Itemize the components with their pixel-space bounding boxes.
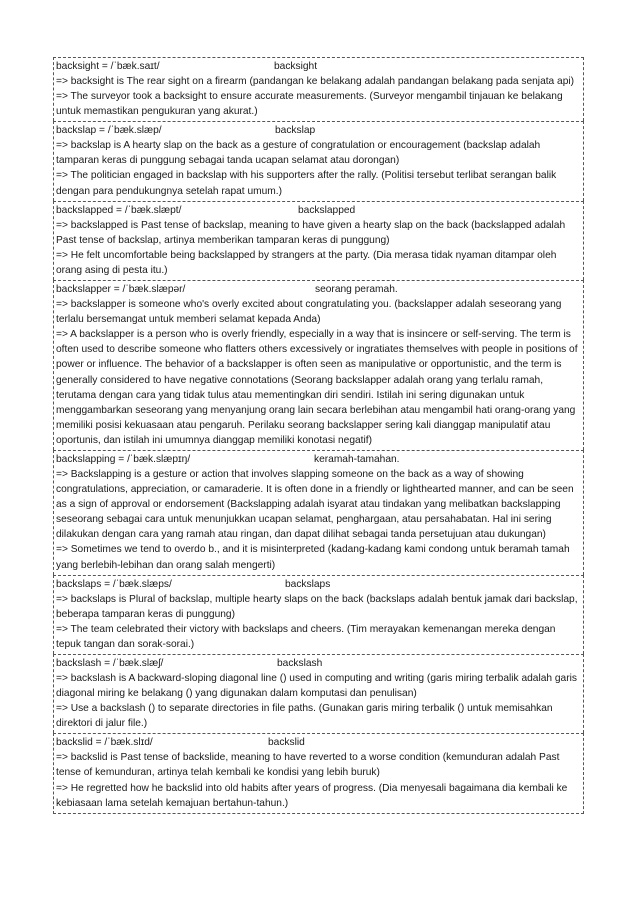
definition-line: => Backslapping is a gesture or action that involves slapping someone on the back as a way of showing congratulations, appreciation, or camaraderie. It is often done in a friendly or lighthearted manner, and can be seen as a sign of approval or endorsement (Backslapping adalah isyarat atau tindakan yang melibatkan backslapping seseorang sebagai cara untuk menunjukkan ucapan selamat, penghargaan, atau persahabatan. Hal ini sering dilakukan dengan cara yang ramah atau ringan, dan dapat dilihat sebagai tanda persetujuan atau dukungan) (56, 468, 574, 541)
headword-ipa: backslapping = /ˈbæk.slæpɪŋ/ (56, 453, 191, 465)
headword-ipa: backsight = /ˈbæk.saɪt/ (56, 61, 160, 72)
entry-backslap (53, 121, 584, 200)
definition-line: => backslapped is Past tense of backslap, meaning to have given a hearty slap on the back (backslapped adalah Past tense of backslap, artinya memberikan tamparan keras di punggung) (56, 219, 566, 246)
headword-gloss: backslap (275, 125, 316, 137)
definition-line: => backslap is A hearty slap on the back as a gesture of congratulation or encouragement (backslap adalah tamparan keras di punggung sebagai tanda ucapan selamat atau dorongan) (56, 140, 541, 167)
example-line: => The team celebrated their victory with backslaps and cheers. (Tim merayakan kemenangan mereka dengan tepuk tangan dan sorak-sorai.) (56, 623, 556, 650)
entry-backslapper (53, 280, 584, 450)
headword-gloss: keramah-tamahan. (314, 453, 400, 465)
headword-ipa: backslap = /ˈbæk.slæp/ (56, 125, 162, 137)
entry-header (56, 282, 581, 297)
dictionary-page (53, 57, 584, 814)
example-line: => Use a backslash () to separate directories in file paths. (Gunakan garis miring terbalik () untuk memisahkan direktori di jalur file.) (56, 703, 553, 730)
headword-ipa: backslapper = /ˈbæk.slæpər/ (56, 284, 186, 296)
entry-header (56, 123, 581, 138)
definition-line: => backslid is Past tense of backslide, meaning to have reverted to a worse condition (kemunduran adalah Past tense of kemunduran, artinya telah kembali ke kondisi yang lebih buruk) (56, 752, 560, 779)
headword-gloss: backslash (277, 658, 323, 669)
headword-ipa: backslid = /ˈbæk.slɪd/ (56, 737, 153, 749)
entry-header (56, 203, 581, 218)
headword-ipa: backslaps = /ˈbæk.slæps/ (56, 578, 172, 590)
headword-gloss: backsight (274, 61, 318, 72)
entry-backsight (53, 57, 584, 121)
entry-backslid (53, 733, 584, 813)
definition-line: => backslash is A backward-sloping diagonal line () used in computing and writing (garis miring terbalik adalah garis diagonal miring ke belakang () yang digunakan dalam komputasi dan penulisan) (56, 673, 577, 700)
definition-line: => backslapper is someone who's overly excited about congratulating you. (backslapper adalah seseorang yang terlalu bersemangat untuk memberi selamat kepada Anda) (56, 299, 562, 326)
entry-backslapped (53, 201, 584, 280)
entry-header (56, 452, 581, 467)
headword-gloss: backslid (268, 737, 305, 749)
explanation-line: => A backslapper is a person who is overly friendly, especially in a way that is insincere or self-serving. The term is often used to describe someone who flatters others excessively or ingratiates themselves with people in positions of power or influence. The behavior of a backslapper is often seen as manipulative or opportunistic, and the term is generally considered to have negative connotations (Seorang backslapper adalah orang yang terlalu ramah, terutama dengan cara yang tidak tulus atau mementingkan diri sendiri. Istilah ini sering digunakan untuk menggambarkan seseorang yang menyanjung orang lain secara berlebihan atau mengambil hati orang-orang yang memiliki posisi kekuasaan atau pengaruh. Perilaku seorang backslapper sering kali dianggap manipulatif atau oportunis, dan istilah ini umumnya dianggap memiliki konotasi negatif) (56, 329, 578, 446)
example-line: => The surveyor took a backsight to ensure accurate measurements. (Surveyor mengambil tinjauan ke belakang untuk memastikan pengukuran yang akurat.) (56, 91, 563, 118)
definition-line: => backsight is The rear sight on a firearm (pandangan ke belakang adalah pandangan belakang pada senjata api) (56, 76, 575, 87)
headword-gloss: backslapped (298, 204, 356, 216)
headword-ipa: backslash = /ˈbæk.slæʃ/ (56, 658, 164, 669)
entry-backslaps (53, 575, 584, 654)
definition-line: => backslaps is Plural of backslap, multiple hearty slaps on the back (backslaps adalah bentuk jamak dari backslap, beberapa tamparan keras di punggung) (56, 593, 578, 620)
entry-backslapping (53, 450, 584, 575)
entry-header (56, 577, 581, 592)
example-line: => He felt uncomfortable being backslapped by strangers at the party. (Dia merasa tidak nyaman ditampar oleh orang asing di pesta itu.) (56, 249, 557, 276)
entry-header (56, 656, 581, 671)
headword-gloss: seorang peramah. (315, 284, 398, 296)
headword-gloss: backslaps (285, 578, 331, 590)
headword-ipa: backslapped = /ˈbæk.slæpt/ (56, 204, 182, 216)
entry-header (56, 59, 581, 74)
example-line: => The politician engaged in backslap with his supporters after the rally. (Politisi tersebut terlibat serangan balik dengan para pendukungnya setelah rapat umum.) (56, 170, 557, 197)
entry-header (56, 735, 581, 750)
example-line: => He regretted how he backslid into old habits after years of progress. (Dia menyesali bagaimana dia kembali ke kebiasaan lama setelah kemajuan bertahun-tahun.) (56, 782, 568, 809)
example-line: => Sometimes we tend to overdo b., and it is misinterpreted (kadang-kadang kami condong untuk beramah tamah yang berlebih-lebihan dan orang salah mengerti) (56, 544, 570, 571)
entry-backslash (53, 654, 584, 733)
